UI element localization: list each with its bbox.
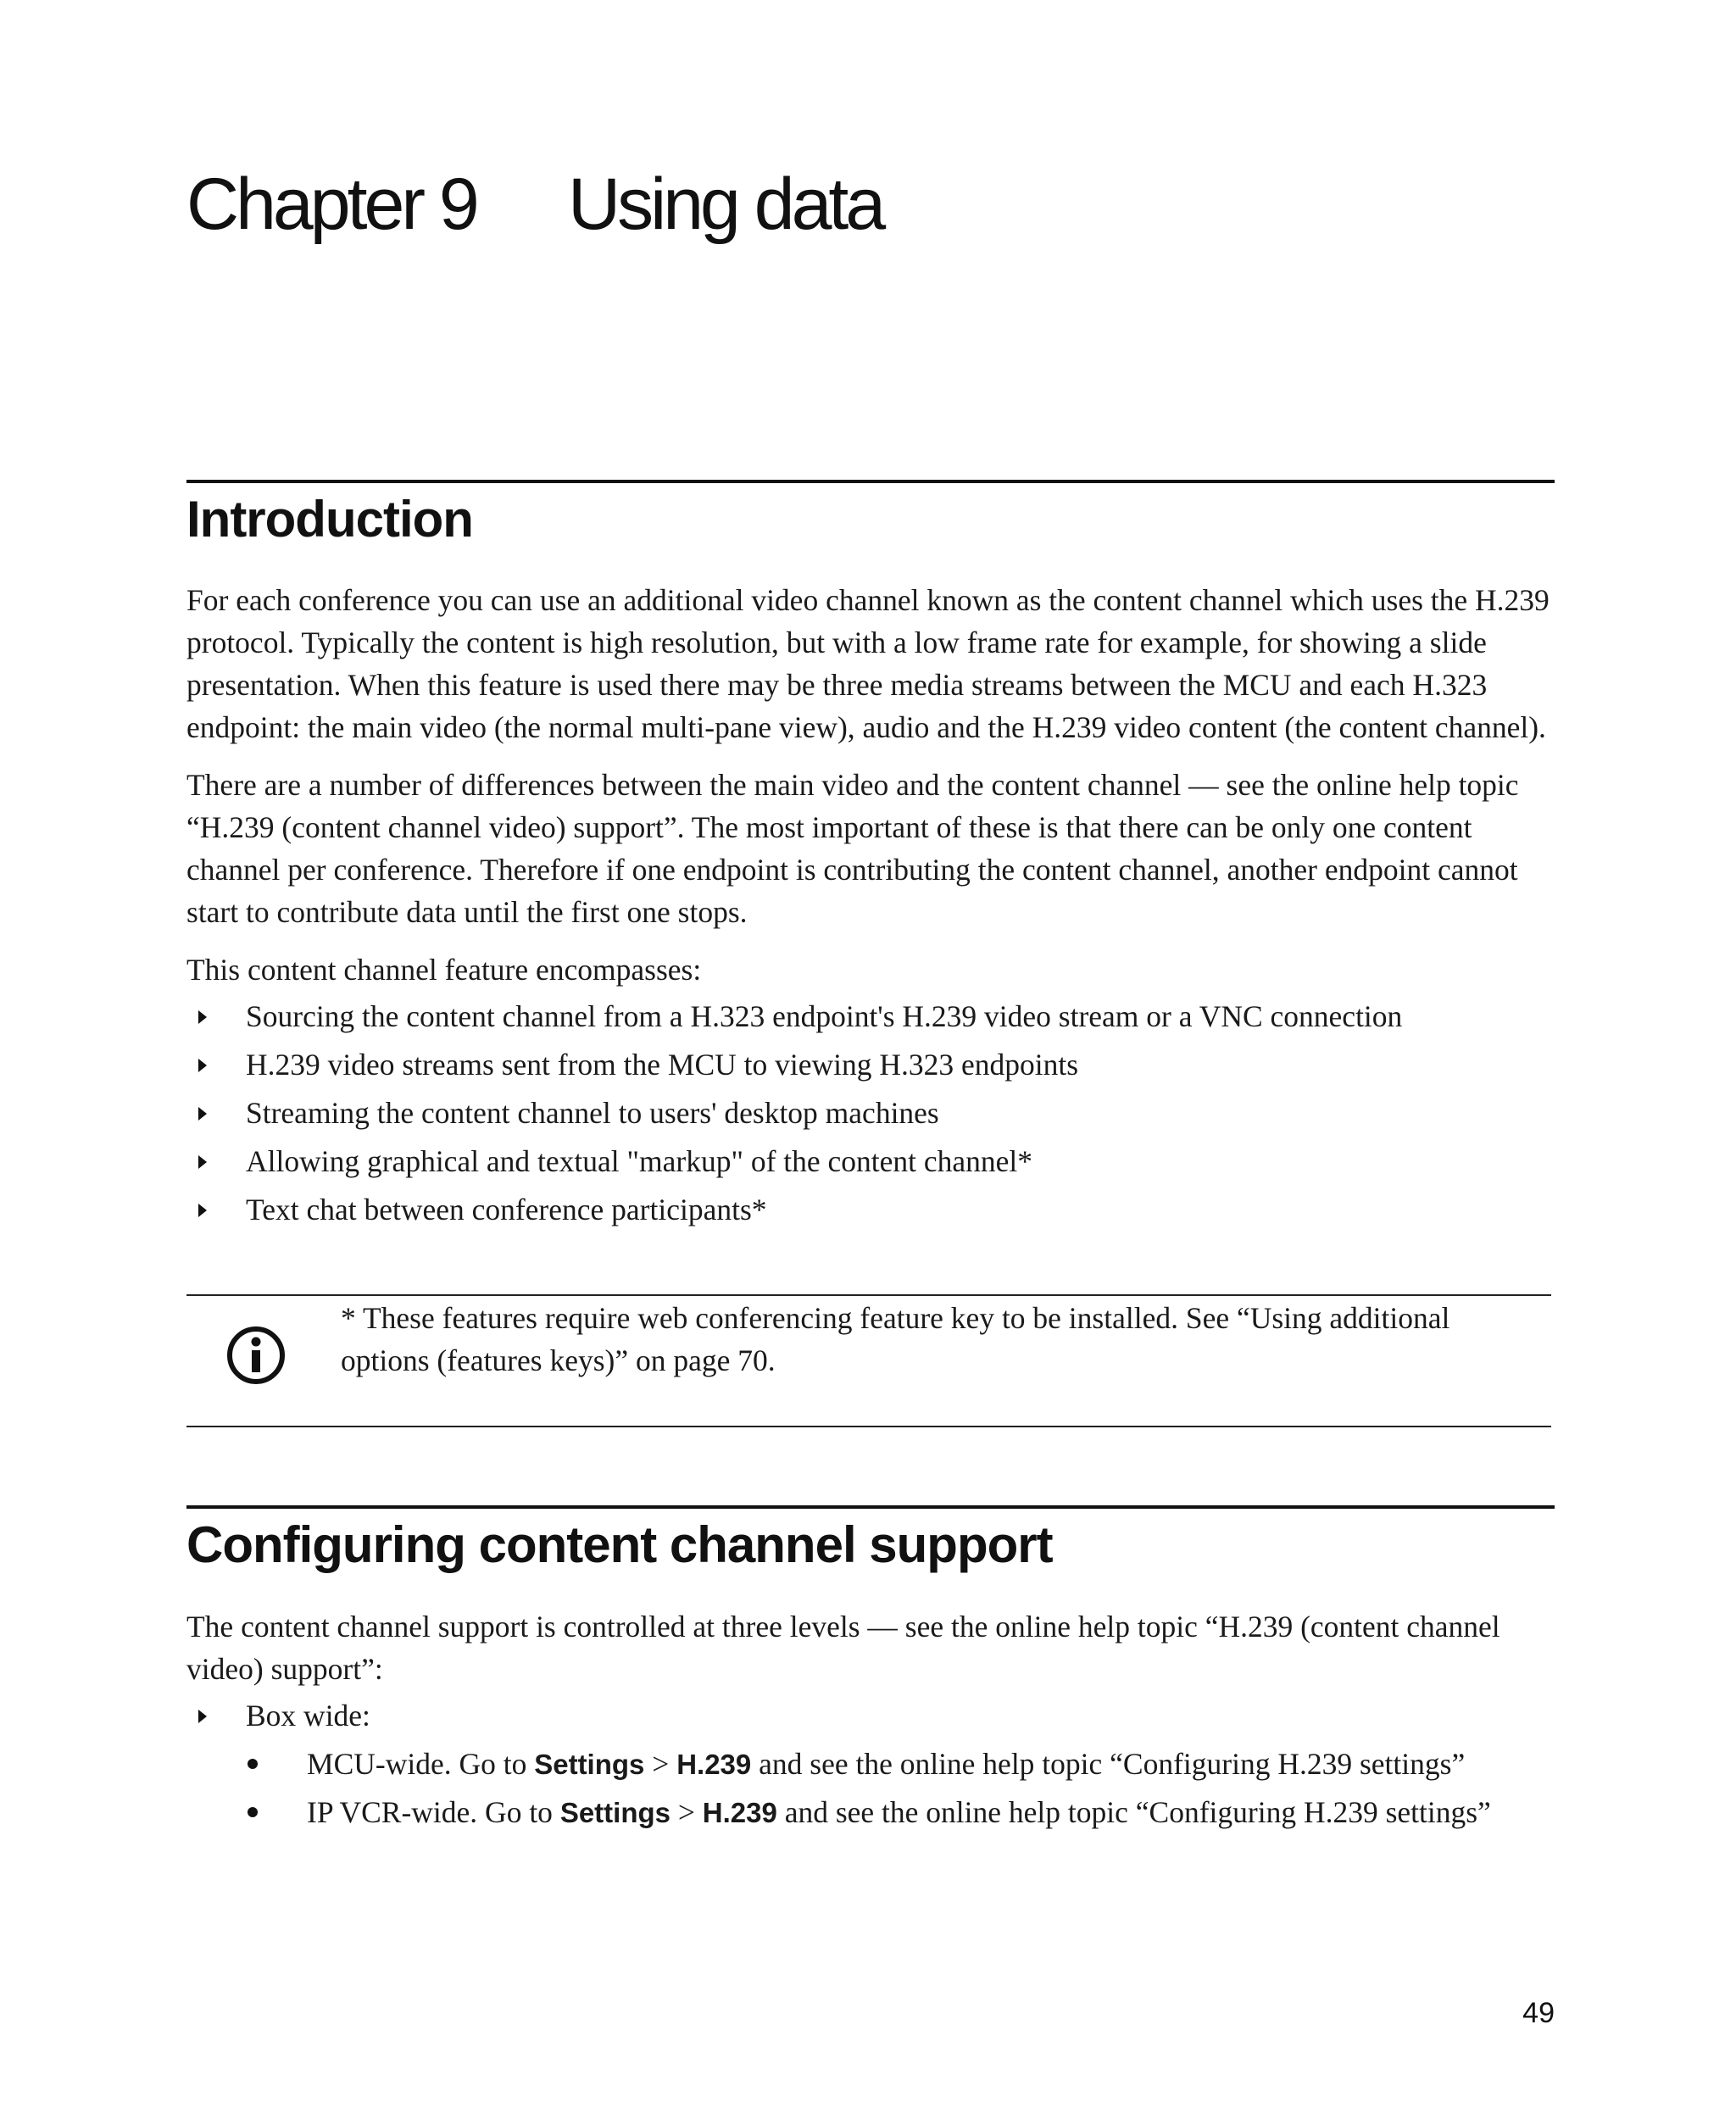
list-item: Box wide: <box>186 1692 1560 1740</box>
box-wide-sublist <box>186 1740 1560 1837</box>
menu-settings: Settings <box>559 1797 670 1828</box>
page-number: 49 <box>1522 1997 1555 2029</box>
triangle-bullet-icon <box>198 1059 207 1072</box>
dot-bullet-icon <box>248 1759 258 1769</box>
list-item: Streaming the content channel to users' desktop machines <box>186 1089 1560 1137</box>
note-rule-bottom <box>186 1426 1551 1427</box>
triangle-bullet-icon <box>198 1010 207 1024</box>
chapter-label: Chapter 9 <box>186 164 476 245</box>
chapter-heading <box>186 164 883 245</box>
list-item: Sourcing the content channel from a H.323 endpoint's H.239 video stream or a VNC connection <box>186 993 1560 1041</box>
list-item: MCU-wide. Go to Settings > H.239 and see the online help topic “Configuring H.239 settings” <box>186 1740 1560 1788</box>
list-item: Text chat between conference participants* <box>186 1186 1560 1234</box>
intro-paragraph-1: For each conference you can use an additional video channel known as the content channel which uses the H.239 protocol. Typically the content is high resolution, but with a low frame rate for example, for showing a slide presentation. When this feature is used there may be three media streams between the MCU and each H.323 endpoint: the main video (the normal multi-pane view), audio and the H.239 video content (the content channel). <box>186 583 1550 744</box>
chapter-title: Using data <box>568 164 883 245</box>
feature-list <box>186 993 1560 1234</box>
introduction-body <box>186 579 1560 1234</box>
configuring-intro: The content channel support is controlled at three levels — see the online help topic “H.239 (content channel video) support”: <box>186 1610 1500 1686</box>
triangle-bullet-icon <box>198 1710 207 1723</box>
configuring-body <box>186 1605 1560 1837</box>
note-text: * These features require web conferencing feature key to be installed. See “Using additional options (features keys)” on page 70. <box>341 1301 1450 1377</box>
section-heading-introduction: Introduction <box>186 491 473 548</box>
section-rule-introduction <box>186 480 1555 483</box>
list-item: H.239 video streams sent from the MCU to viewing H.323 endpoints <box>186 1041 1560 1089</box>
list-item: Allowing graphical and textual "markup" of the content channel* <box>186 1137 1560 1186</box>
note-rule-top <box>186 1294 1551 1296</box>
intro-paragraph-2: There are a number of differences between the main video and the content channel — see the online help topic “H.239 (content channel video) support”. The most important of these is that there can be only one content channel per conference. Therefore if one endpoint is contributing the content channel, another endpoint cannot start to contribute data until the first one stops. <box>186 768 1519 929</box>
dot-bullet-icon <box>248 1807 258 1817</box>
menu-h239: H.239 <box>702 1797 777 1828</box>
menu-h239: H.239 <box>676 1749 752 1780</box>
triangle-bullet-icon <box>198 1204 207 1217</box>
triangle-bullet-icon <box>198 1107 207 1121</box>
list-item: IP VCR-wide. Go to Settings > H.239 and see the online help topic “Configuring H.239 settings” <box>186 1788 1560 1837</box>
menu-settings: Settings <box>534 1749 645 1780</box>
section-heading-configuring: Configuring content channel support <box>186 1516 1053 1573</box>
intro-paragraph-3: This content channel feature encompasses: <box>186 953 702 987</box>
info-icon <box>225 1325 287 1386</box>
triangle-bullet-icon <box>198 1155 207 1169</box>
level-list <box>186 1692 1560 1740</box>
section-rule-configuring <box>186 1505 1555 1509</box>
